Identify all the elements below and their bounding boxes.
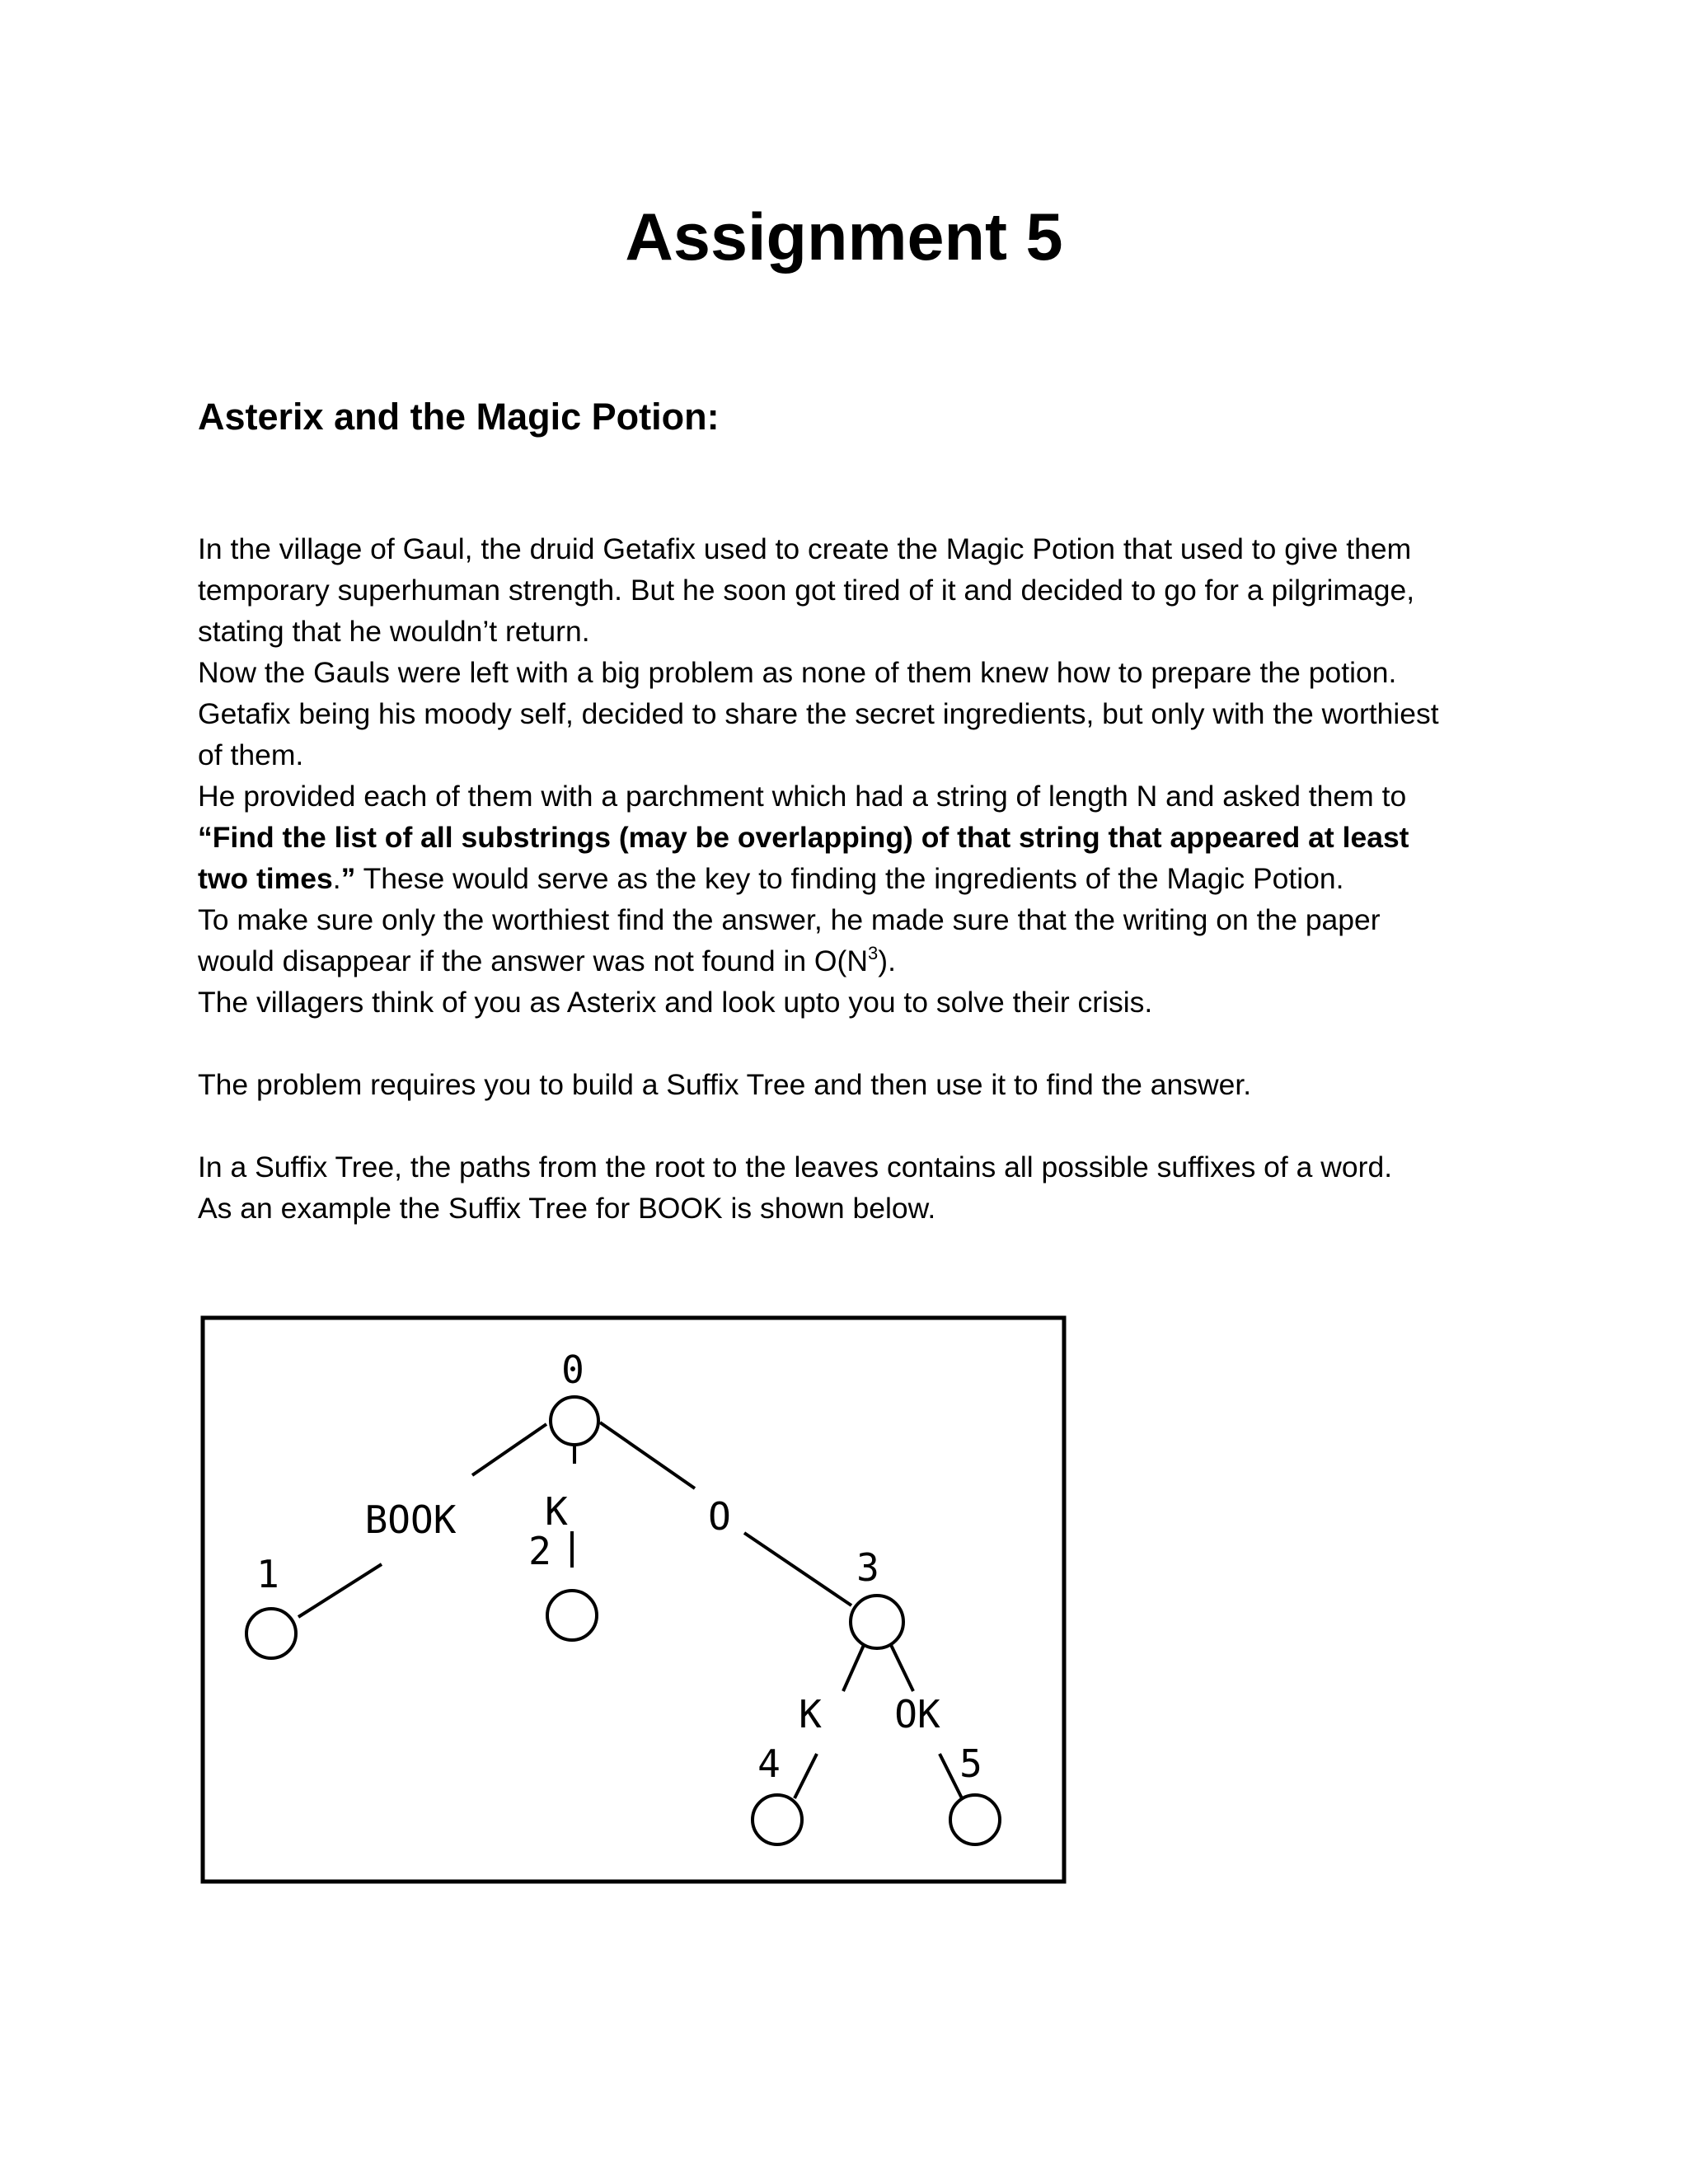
text-fragment: These would serve as the key to finding the ingredients of the Magic Potion. [355,862,1344,895]
tree-node [551,1397,598,1445]
section-heading: Asterix and the Magic Potion: [198,396,720,438]
node-id-label: 1 [256,1552,279,1596]
node-id-label: 3 [856,1545,879,1590]
text-line: As an example the Suffix Tree for BOOK is shown below. [198,1192,936,1225]
node-id-label: 4 [757,1741,781,1786]
edge-label: K [545,1489,568,1534]
task-statement-bold: “Find the list of all substrings (may be overlapping) of that string that appeared at least [198,821,1409,854]
period: . [332,862,341,895]
task-statement-line [198,817,1550,858]
paragraph-gap [198,1023,1550,1064]
figure-frame [203,1318,1064,1882]
edge-label: OK [894,1692,940,1736]
tree-node [246,1609,296,1658]
node-id-label: 2 [528,1529,551,1573]
edge-label: K [799,1692,822,1736]
text-line: In a Suffix Tree, the paths from the root to the leaves contains all possible suffixes of a word. [198,1151,1393,1183]
complexity-line [198,940,1550,982]
edge-label: O [708,1494,731,1539]
text-line: temporary superhuman strength. But he soon got tired of it and decided to go for a pilgrimage, [198,574,1415,607]
tree-node [753,1795,802,1844]
exponent: 3 [868,943,879,963]
text-line: He provided each of them with a parchment which had a string of length N and asked them to [198,780,1407,813]
tree-node [950,1795,1000,1844]
task-statement-bold: two times [198,862,333,895]
text-line: of them. [198,738,304,771]
closing-quote: ” [340,862,356,895]
page-title: Assignment 5 [625,200,1063,274]
paragraph-gap [198,1105,1550,1146]
text-line: To make sure only the worthiest find the answer, he made sure that the writing on the paper [198,903,1381,936]
text-line: The problem requires you to build a Suffix Tree and then use it to find the answer. [198,1068,1252,1101]
edge-label: BOOK [364,1497,457,1542]
tree-node [851,1596,903,1648]
text-line: The villagers think of you as Asterix and look upto you to solve their crisis. [198,986,1153,1019]
text-line: Getafix being his moody self, decided to share the secret ingredients, but only with the worthiest [198,697,1439,730]
task-statement-line [198,858,1550,899]
suffix-tree-diagram [200,1315,1067,1884]
node-id-label: 5 [959,1741,982,1786]
node-id-label: 0 [561,1347,584,1392]
text-line: Now the Gauls were left with a big problem as none of them knew how to prepare the potion. [198,656,1397,689]
problem-statement [198,528,1550,1229]
text-line: stating that he wouldn’t return. [198,615,590,648]
text-line: In the village of Gaul, the druid Getafix used to create the Magic Potion that used to give them [198,532,1412,565]
suffix-tree-figure [200,1315,1067,1884]
text-fragment: ). [878,944,896,977]
text-fragment: would disappear if the answer was not found in O(N [198,944,868,977]
tree-node [547,1591,597,1640]
